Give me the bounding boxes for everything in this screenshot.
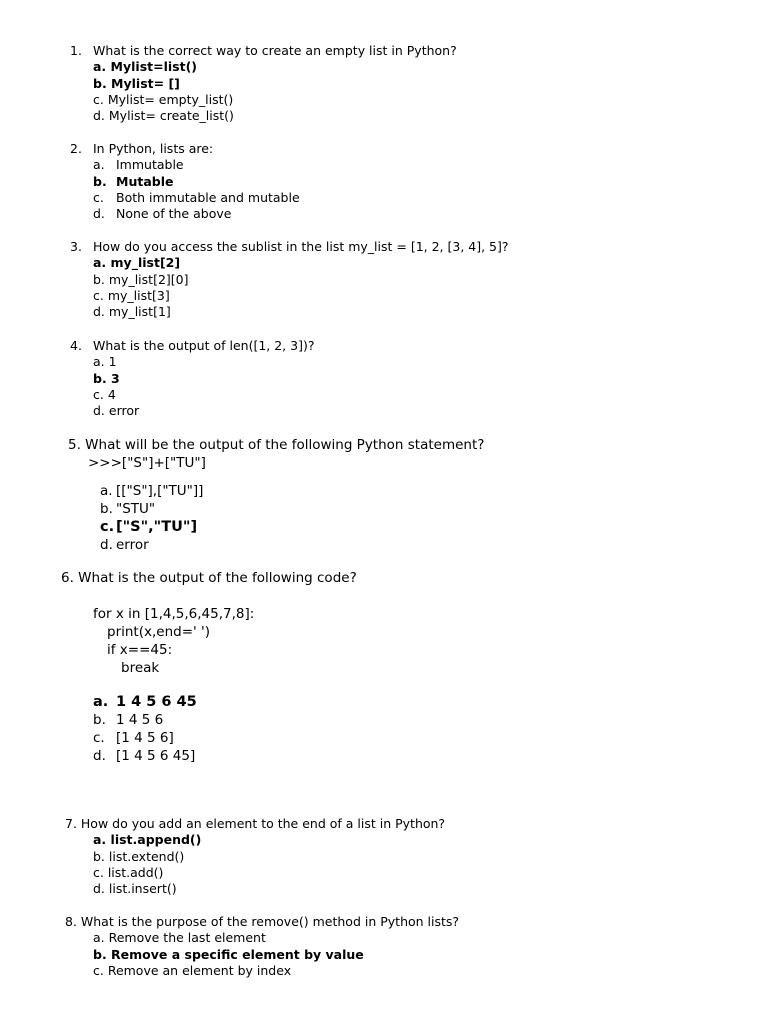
option: d. error bbox=[93, 403, 140, 419]
option-letter: b. bbox=[93, 712, 106, 728]
option-letter: b. bbox=[100, 501, 113, 517]
question-text: What is the correct way to create an empty list in Python? bbox=[93, 43, 457, 58]
option-letter: b. bbox=[93, 173, 107, 189]
option-letter: d. bbox=[100, 537, 113, 553]
option: d. list.insert() bbox=[93, 881, 177, 897]
question-5 bbox=[68, 436, 484, 472]
option-letter: d. bbox=[93, 748, 106, 764]
option-correct: a. list.append() bbox=[93, 832, 202, 848]
question-text: 7. How do you add an element to the end of a list in Python? bbox=[65, 816, 446, 831]
option: [1 4 5 6] bbox=[116, 730, 174, 746]
code-snippet: >>>["S"]+["TU"] bbox=[88, 455, 206, 471]
option: c. list.add() bbox=[93, 864, 164, 880]
option: c. Remove an element by index bbox=[93, 962, 292, 978]
question-number: 2. bbox=[70, 141, 82, 156]
option-correct: ["S","TU"] bbox=[116, 519, 198, 535]
question-text: How do you access the sublist in the list my_list = [1, 2, [3, 4], 5]? bbox=[93, 239, 509, 254]
option-letter: a. bbox=[100, 483, 113, 499]
option: b. my_list[2][0] bbox=[93, 271, 189, 287]
question-text: What is the output of len([1, 2, 3])? bbox=[93, 338, 315, 353]
option-correct: b. Mylist= [] bbox=[93, 75, 180, 91]
option: Both immutable and mutable bbox=[116, 189, 300, 205]
question-number: 3. bbox=[70, 239, 82, 254]
question-text: In Python, lists are: bbox=[93, 141, 214, 156]
option-correct: a. Mylist=list() bbox=[93, 59, 197, 75]
code-line: for x in [1,4,5,6,45,7,8]: bbox=[93, 606, 255, 622]
question-number: 1. bbox=[70, 43, 82, 58]
option: error bbox=[116, 537, 149, 553]
option: [1 4 5 6 45] bbox=[116, 748, 196, 764]
option-correct: a. my_list[2] bbox=[93, 255, 181, 271]
option-correct: Mutable bbox=[116, 173, 174, 189]
option-letter: a. bbox=[93, 694, 109, 710]
option: c. 4 bbox=[93, 386, 116, 402]
option-correct: b. Remove a specific element by value bbox=[93, 946, 364, 962]
option-letter: c. bbox=[93, 730, 105, 746]
option-letter: a. bbox=[93, 157, 105, 173]
option: a. 1 bbox=[93, 354, 117, 370]
code-block bbox=[93, 605, 254, 677]
option: d. my_list[1] bbox=[93, 304, 171, 320]
option: None of the above bbox=[116, 206, 232, 222]
option: d. Mylist= create_list() bbox=[93, 108, 234, 124]
question-text: 8. What is the purpose of the remove() method in Python lists? bbox=[65, 914, 460, 929]
option-correct: b. 3 bbox=[93, 370, 120, 386]
question-6-options bbox=[93, 693, 197, 765]
option: b. list.extend() bbox=[93, 848, 185, 864]
option: 1 4 5 6 bbox=[116, 712, 164, 728]
question-5-options bbox=[100, 482, 203, 554]
option: Immutable bbox=[116, 157, 184, 173]
option: c. Mylist= empty_list() bbox=[93, 91, 234, 107]
option: a. Remove the last element bbox=[93, 930, 266, 946]
option: [["S"],["TU"]] bbox=[116, 483, 204, 499]
question-6 bbox=[61, 569, 357, 587]
option-letter: c. bbox=[100, 519, 115, 535]
code-line: break bbox=[121, 660, 160, 676]
question-number: 4. bbox=[70, 338, 82, 353]
question-4 bbox=[70, 338, 315, 419]
option-letter: d. bbox=[93, 206, 105, 222]
question-8 bbox=[65, 914, 459, 979]
code-line: if x==45: bbox=[107, 642, 173, 658]
question-text: 6. What is the output of the following code? bbox=[61, 570, 357, 586]
question-7 bbox=[65, 816, 445, 897]
code-line: print(x,end=' ') bbox=[107, 624, 210, 640]
question-text: 5. What will be the output of the following Python statement? bbox=[68, 437, 485, 453]
question-1 bbox=[70, 43, 457, 124]
question-2 bbox=[70, 141, 300, 222]
option-correct: 1 4 5 6 45 bbox=[116, 694, 197, 710]
question-3 bbox=[70, 239, 509, 320]
option: c. my_list[3] bbox=[93, 287, 170, 303]
option-letter: c. bbox=[93, 189, 104, 205]
option: "STU" bbox=[116, 501, 156, 517]
